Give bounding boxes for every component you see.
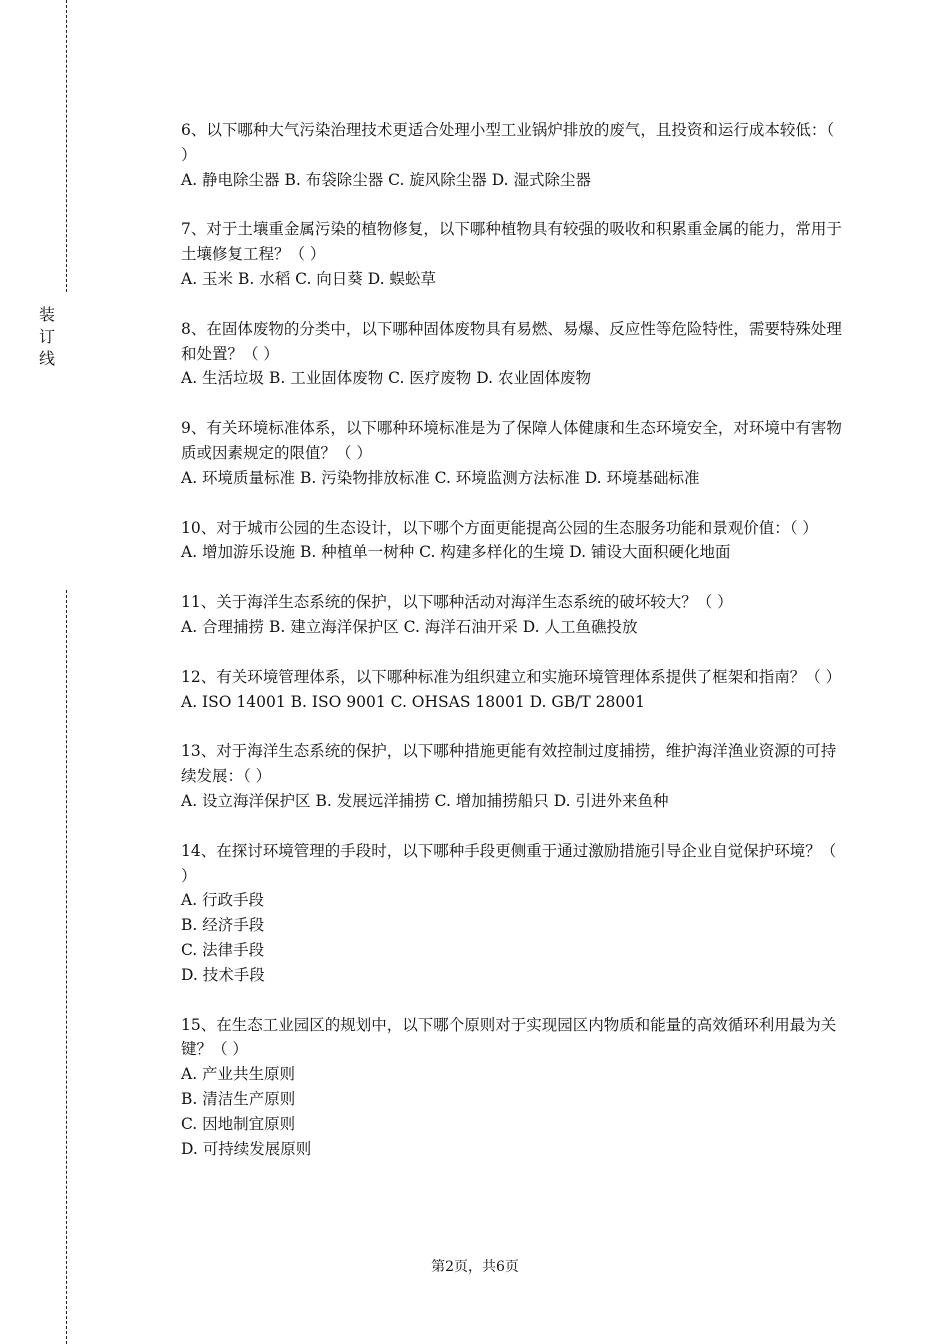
question-12 (181, 665, 846, 715)
question-stem: 11、关于海洋生态系统的保护，以下哪种活动对海洋生态系统的破坏较大？（ ） (181, 593, 733, 612)
question-option: B. 清洁生产原则 (181, 1089, 296, 1108)
question-option: D. 技术手段 (181, 965, 265, 984)
question-options: A. 合理捕捞 B. 建立海洋保护区 C. 海洋石油开采 D. 人工鱼礁投放 (181, 617, 638, 636)
question-options: A. 静电除尘器 B. 布袋除尘器 C. 旋风除尘器 D. 湿式除尘器 (181, 170, 591, 189)
question-stem: 9、有关环境标准体系，以下哪种环境标准是为了保障人体健康和生态环境安全，对环境中有害物质或因素规定的限值？（ ） (181, 419, 842, 462)
question-options: A. 生活垃圾 B. 工业固体废物 C. 医疗废物 D. 农业固体废物 (181, 369, 591, 388)
question-stem: 15、在生态工业园区的规划中，以下哪个原则对于实现园区内物质和能量的高效循环利用最为关键？（ ） (181, 1015, 837, 1059)
question-option: A. 行政手段 (181, 891, 265, 910)
question-option: B. 经济手段 (181, 916, 265, 935)
question-13 (181, 739, 846, 813)
question-stem: 10、对于城市公园的生态设计，以下哪个方面更能提高公园的生态服务功能和景观价值：（ ） (181, 518, 818, 537)
question-options: A. 玉米 B. 水稻 C. 向日葵 D. 蜈蚣草 (181, 269, 436, 288)
question-options: A. 设立海洋保护区 B. 发展远洋捕捞 C. 增加捕捞船只 D. 引进外来鱼种 (181, 791, 669, 810)
question-option: D. 可持续发展原则 (181, 1139, 312, 1158)
question-11 (181, 590, 846, 640)
question-list (181, 118, 846, 1186)
question-options: A. ISO 14001 B. ISO 9001 C. OHSAS 18001 D. GB/T 28001 (181, 692, 645, 711)
question-stem: 12、有关环境管理体系，以下哪种标准为组织建立和实施环境管理体系提供了框架和指南？（ ） (181, 667, 842, 686)
question-stem: 8、在固体废物的分类中，以下哪种固体废物具有易燃、易爆、反应性等危险特性，需要特殊处理和处置？（ ） (181, 319, 842, 363)
question-10 (181, 516, 846, 566)
question-stem: 13、对于海洋生态系统的保护，以下哪种措施更能有效控制过度捕捞，维护海洋渔业资源的可持续发展：（ ） (181, 742, 837, 786)
question-6 (181, 118, 846, 192)
question-options: A. 增加游乐设施 B. 种植单一树种 C. 构建多样化的生境 D. 铺设大面积硬化地面 (181, 543, 731, 562)
question-9 (181, 416, 846, 490)
question-8 (181, 317, 846, 391)
question-option: C. 因地制宜原则 (181, 1114, 296, 1133)
question-stem: 7、对于土壤重金属污染的植物修复，以下哪种植物具有较强的吸收和积累重金属的能力，常用于土壤修复工程？（ ） (181, 220, 842, 264)
page-number: 第2页，共6页 (431, 1259, 519, 1275)
question-option: A. 产业共生原则 (181, 1065, 296, 1084)
binding-line-top (66, 0, 67, 292)
binding-line-bottom (66, 590, 67, 1344)
question-option: C. 法律手段 (181, 940, 265, 959)
binding-char: 装 (38, 305, 55, 324)
binding-char: 线 (38, 349, 55, 368)
question-stem: 14、在探讨环境管理的手段时，以下哪种手段更侧重于通过激励措施引导企业自觉保护环境？（ ） (181, 841, 837, 885)
binding-char: 订 (38, 327, 55, 346)
question-7 (181, 217, 846, 291)
question-15 (181, 1013, 846, 1162)
question-options: A. 环境质量标准 B. 污染物排放标准 C. 环境监测方法标准 D. 环境基础标准 (181, 468, 700, 487)
binding-label (37, 304, 57, 370)
question-stem: 6、以下哪种大气污染治理技术更适合处理小型工业锅炉排放的废气，且投资和运行成本较低：（ ） (181, 121, 835, 164)
question-14 (181, 839, 846, 988)
